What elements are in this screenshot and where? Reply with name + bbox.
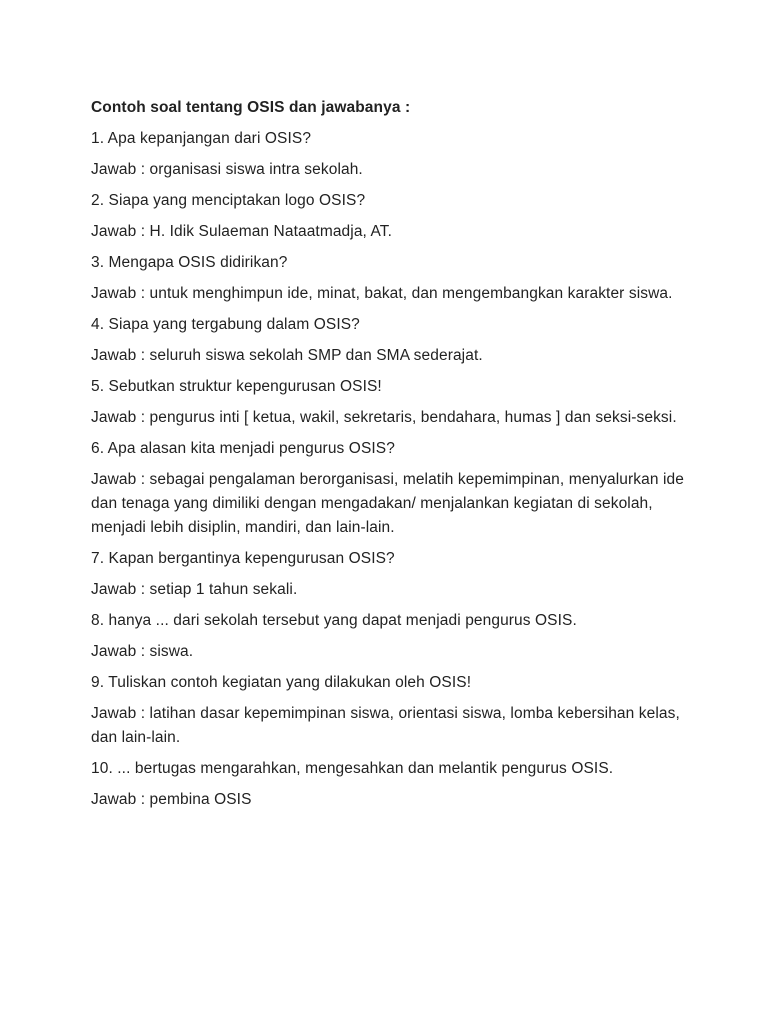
answer-9: Jawab : latihan dasar kepemimpinan siswa, orientasi siswa, lomba kebersihan kelas, dan lain-lain. bbox=[91, 705, 680, 746]
answer-10: Jawab : pembina OSIS bbox=[91, 791, 252, 808]
answer-7: Jawab : setiap 1 tahun sekali. bbox=[91, 581, 298, 598]
document-body bbox=[91, 96, 691, 819]
question-8: 8. hanya ... dari sekolah tersebut yang dapat menjadi pengurus OSIS. bbox=[91, 612, 577, 629]
answer-2: Jawab : H. Idik Sulaeman Nataatmadja, AT. bbox=[91, 223, 393, 240]
answer-6: Jawab : sebagai pengalaman berorganisasi, melatih kepemimpinan, menyalurkan ide dan tenaga yang dimiliki dengan mengadakan/ menjalankan kegiatan di sekolah, menjadi lebih disiplin, mandiri, dan lain-lain. bbox=[91, 471, 684, 536]
answer-8: Jawab : siswa. bbox=[91, 643, 194, 660]
answer-1: Jawab : organisasi siswa intra sekolah. bbox=[91, 161, 363, 178]
answer-5: Jawab : pengurus inti [ ketua, wakil, sekretaris, bendahara, humas ] dan seksi-seksi. bbox=[91, 409, 677, 426]
question-5: 5. Sebutkan struktur kepengurusan OSIS! bbox=[91, 378, 382, 395]
question-2: 2. Siapa yang menciptakan logo OSIS? bbox=[91, 192, 366, 209]
answer-3: Jawab : untuk menghimpun ide, minat, bakat, dan mengembangkan karakter siswa. bbox=[91, 285, 673, 302]
question-6: 6. Apa alasan kita menjadi pengurus OSIS? bbox=[91, 440, 395, 457]
question-3: 3. Mengapa OSIS didirikan? bbox=[91, 254, 288, 271]
question-9: 9. Tuliskan contoh kegiatan yang dilakukan oleh OSIS! bbox=[91, 674, 472, 691]
question-7: 7. Kapan bergantinya kepengurusan OSIS? bbox=[91, 550, 395, 567]
question-1: 1. Apa kepanjangan dari OSIS? bbox=[91, 130, 312, 147]
question-10: 10. ... bertugas mengarahkan, mengesahkan dan melantik pengurus OSIS. bbox=[91, 760, 614, 777]
question-4: 4. Siapa yang tergabung dalam OSIS? bbox=[91, 316, 360, 333]
document-title: Contoh soal tentang OSIS dan jawabanya : bbox=[91, 99, 411, 116]
answer-4: Jawab : seluruh siswa sekolah SMP dan SMA sederajat. bbox=[91, 347, 483, 364]
